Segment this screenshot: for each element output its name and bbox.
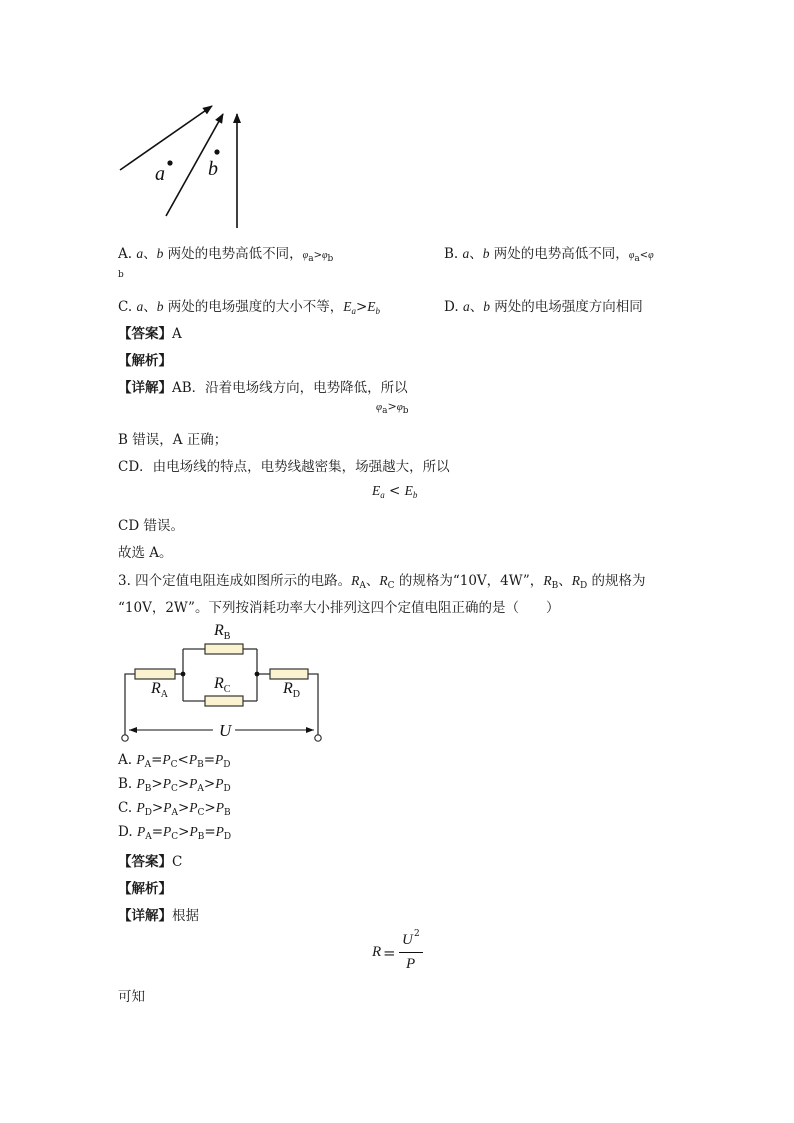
label-u: U [219,721,232,740]
comparison-operator: > [151,776,163,792]
power-subscript: B [197,832,205,842]
option-prefix: C. [118,800,137,816]
power-symbol: P [215,752,224,767]
comparison-operator: > [204,800,216,816]
q3-option-b [118,776,231,794]
q2-line-cd-wrong: CD 错误。 [118,518,184,534]
q2-answer: 【答案】A [118,326,182,342]
resistor-a [135,669,175,679]
q2-option-a: A. a、b 两处的电势高低不同，$\varphi_a>\varphi_b$ [118,246,334,264]
power-subscript: A [171,808,178,818]
circuit-figure [115,618,330,746]
q2-option-b: B. a、b 两处的电势高低不同，$\varphi_a<\varphi$ [444,246,654,264]
q2-option-d: D. a、b 两处的电场强度方向相同 [444,299,643,315]
q3-line-know: 可知 [118,989,145,1005]
q3-option-d [118,824,231,842]
terminal-left [122,735,128,741]
power-subscript: B [197,760,204,770]
power-subscript: B [223,808,231,818]
power-symbol: P [163,824,172,839]
power-symbol: P [136,752,145,767]
power-symbol: P [215,824,224,839]
power-symbol: P [189,776,198,791]
q2-line-choose: 故选 A。 [118,545,173,561]
q2-line-cd: CD．由电场线的特点，电势线越密集，场强越大，所以 [118,459,450,475]
option-prefix: B. [118,776,137,792]
power-subscript: C [170,760,178,770]
q2-option-c: C. a、b 两处的电场强度的大小不等，$E_a>E_b$ [118,299,381,316]
q3-answer: 【答案】C [118,854,183,870]
label-rb: $R_B$ [214,622,231,642]
label-a: a [155,163,165,185]
comparison-operator: = [204,824,216,840]
q3-option-c [118,800,231,818]
q2-detail: 【详解】AB．沿着电场线方向，电势降低，所以 [118,380,408,396]
option-prefix: D. [118,824,137,840]
power-symbol: P [163,800,172,815]
power-symbol: P [188,752,198,767]
q3-stem-line-1: 3. 四个定值电阻连成如图所示的电路。$R_A$、$R_C$ 的规格为“10V，4W”，$R_B$、$R_D$ 的规格为 [118,573,646,591]
power-symbol: P [215,800,224,815]
power-symbol: P [136,800,145,815]
q2-line-b-wrong: B 错误，A 正确； [118,432,228,448]
terminal-right [315,735,321,741]
comparison-operator: = [151,824,163,840]
q2-analysis-label: 【解析】 [118,353,172,369]
junction-left [181,672,186,677]
power-symbol: P [189,800,198,815]
field-line-1 [120,106,212,170]
label-b: b [208,158,218,180]
power-subscript: C [171,832,179,842]
q3-analysis-label: 【解析】 [118,881,172,897]
comparison-operator: = [203,752,216,768]
q2-option-b-wrap: b [118,270,124,280]
junction-right [255,672,260,677]
q3-stem-line-2: “10V，2W”。下列按消耗功率大小排列这四个定值电阻正确的是（ ） [118,600,560,616]
power-subscript: A [145,832,152,842]
comparison-operator: > [203,776,216,792]
label-rc: $R_C$ [214,675,231,695]
power-subscript: D [223,784,231,794]
power-symbol: P [162,776,171,791]
point-a [167,160,172,165]
power-subscript: A [144,760,152,770]
resistor-d [270,669,308,679]
label-ra: $R_A$ [151,680,169,700]
comparison-operator: > [177,800,190,816]
power-subscript: C [197,808,205,818]
power-symbol: P [189,824,198,839]
comparison-operator: = [151,752,163,768]
power-subscript: D [223,760,231,770]
resistor-c [205,696,243,706]
option-prefix: A. [118,752,137,768]
power-symbol: P [136,824,146,839]
power-subscript: C [170,784,178,794]
power-subscript: B [144,784,152,794]
comparison-operator: > [178,824,190,840]
field-line-figure [110,95,260,235]
power-subscript: D [223,832,232,842]
comparison-operator: > [177,776,190,792]
q3-detail: 【详解】根据 [118,908,199,924]
q2-formula-2: $E_a < E_b$ [372,483,418,500]
resistor-b [205,644,243,654]
label-rd: $R_D$ [283,680,301,700]
power-subscript: D [144,808,152,818]
power-symbol: P [136,776,145,791]
q3-option-a [118,752,231,770]
power-symbol: P [162,752,171,767]
point-b [214,149,219,154]
power-symbol: P [215,776,224,791]
comparison-operator: < [177,752,189,768]
comparison-operator: > [151,800,164,816]
q2-formula-1: $\varphi_a>\varphi_b$ [376,400,409,416]
power-subscript: A [197,784,204,794]
